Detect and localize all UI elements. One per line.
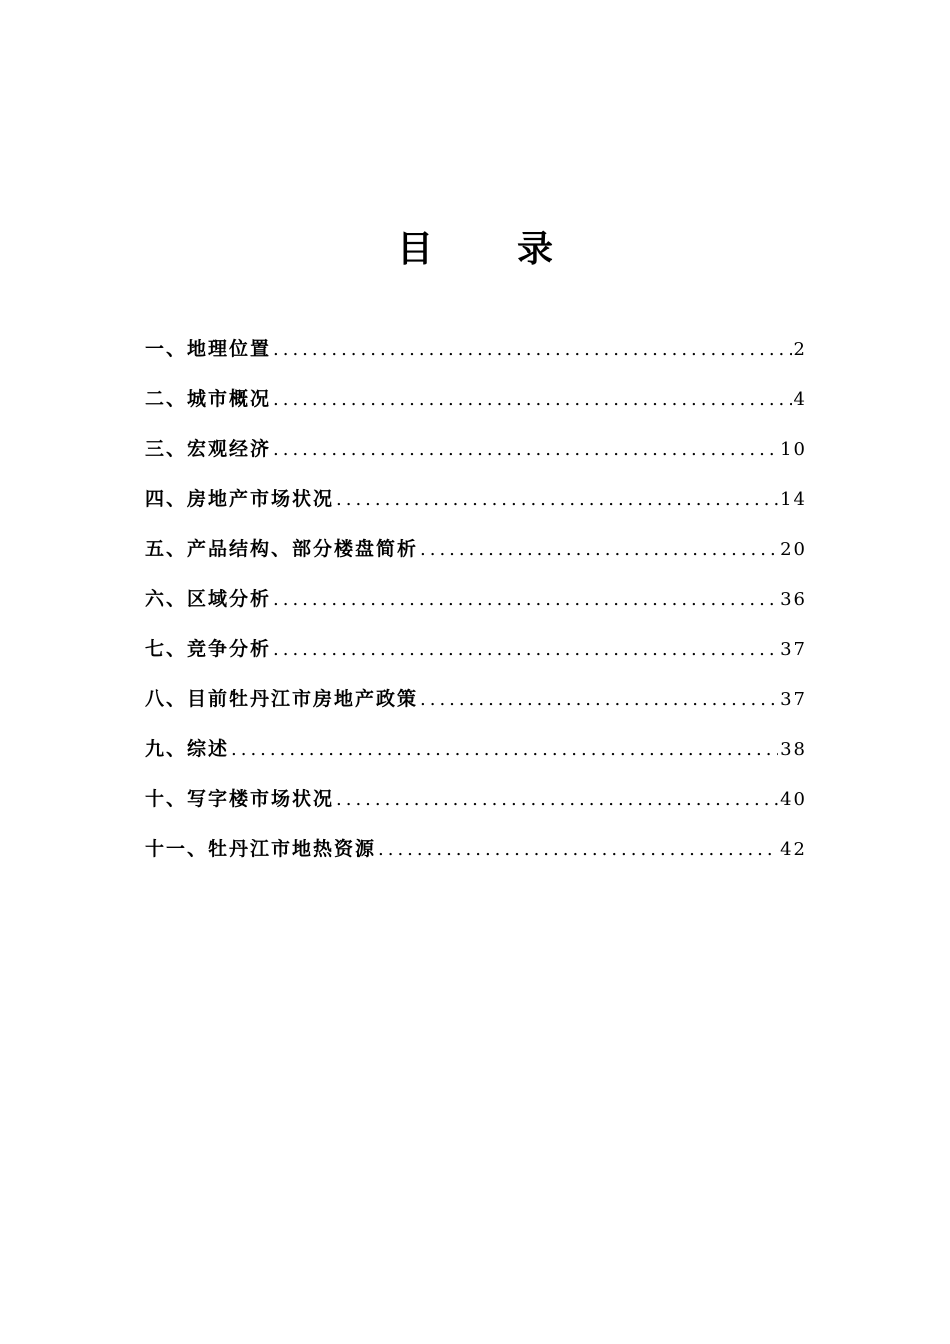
toc-entry[interactable]: [145, 831, 807, 881]
toc-entry-label: 五、产品结构、部分楼盘简析: [145, 538, 419, 560]
toc-entry[interactable]: [145, 481, 807, 531]
toc-title: 目 录: [396, 229, 577, 270]
toc-page-number: 2: [793, 339, 807, 360]
toc-entry-label: 七、竞争分析: [145, 638, 272, 660]
toc-page-number: 10: [780, 439, 807, 460]
toc-entry[interactable]: [145, 331, 807, 381]
toc-dot-leader: [378, 832, 778, 868]
toc-dot-leader: [336, 482, 778, 518]
toc-entry[interactable]: [145, 631, 807, 681]
toc-entry[interactable]: [145, 531, 807, 581]
toc-entry-label: 八、目前牡丹江市房地产政策: [145, 688, 419, 710]
toc-entry-label: 六、区域分析: [145, 588, 272, 610]
toc-entry[interactable]: [145, 431, 807, 481]
toc-entry[interactable]: [145, 781, 807, 831]
toc-entry-label: 一、地理位置: [145, 338, 272, 360]
toc-entry-label: 九、综述: [145, 738, 230, 760]
toc-dot-leader: [273, 332, 792, 368]
toc-dot-leader: [273, 382, 792, 418]
toc-entry[interactable]: [145, 731, 807, 781]
toc-page-number: 36: [780, 589, 807, 610]
toc-dot-leader: [231, 732, 778, 768]
toc-dot-leader: [420, 532, 778, 568]
toc-entry-label: 三、宏观经济: [145, 438, 272, 460]
toc-entry-label: 四、房地产市场状况: [145, 488, 335, 510]
toc-dot-leader: [273, 432, 778, 468]
toc-entry[interactable]: [145, 681, 807, 731]
toc-page-number: 20: [780, 539, 807, 560]
table-of-contents: [145, 331, 807, 881]
toc-page-number: 42: [780, 839, 807, 860]
toc-entry-label: 十一、牡丹江市地热资源: [145, 838, 377, 860]
toc-page-number: 14: [780, 489, 807, 510]
toc-dot-leader: [273, 582, 778, 618]
toc-entry-label: 十、写字楼市场状况: [145, 788, 335, 810]
toc-dot-leader: [336, 782, 778, 818]
toc-entry[interactable]: [145, 581, 807, 631]
toc-page-number: 37: [780, 639, 807, 660]
toc-dot-leader: [273, 632, 778, 668]
toc-dot-leader: [420, 682, 778, 718]
toc-page-number: 37: [780, 689, 807, 710]
toc-page-number: 4: [793, 389, 807, 410]
toc-entry-label: 二、城市概况: [145, 388, 272, 410]
toc-page-number: 40: [780, 789, 807, 810]
toc-entry[interactable]: [145, 381, 807, 431]
toc-page-number: 38: [780, 739, 807, 760]
